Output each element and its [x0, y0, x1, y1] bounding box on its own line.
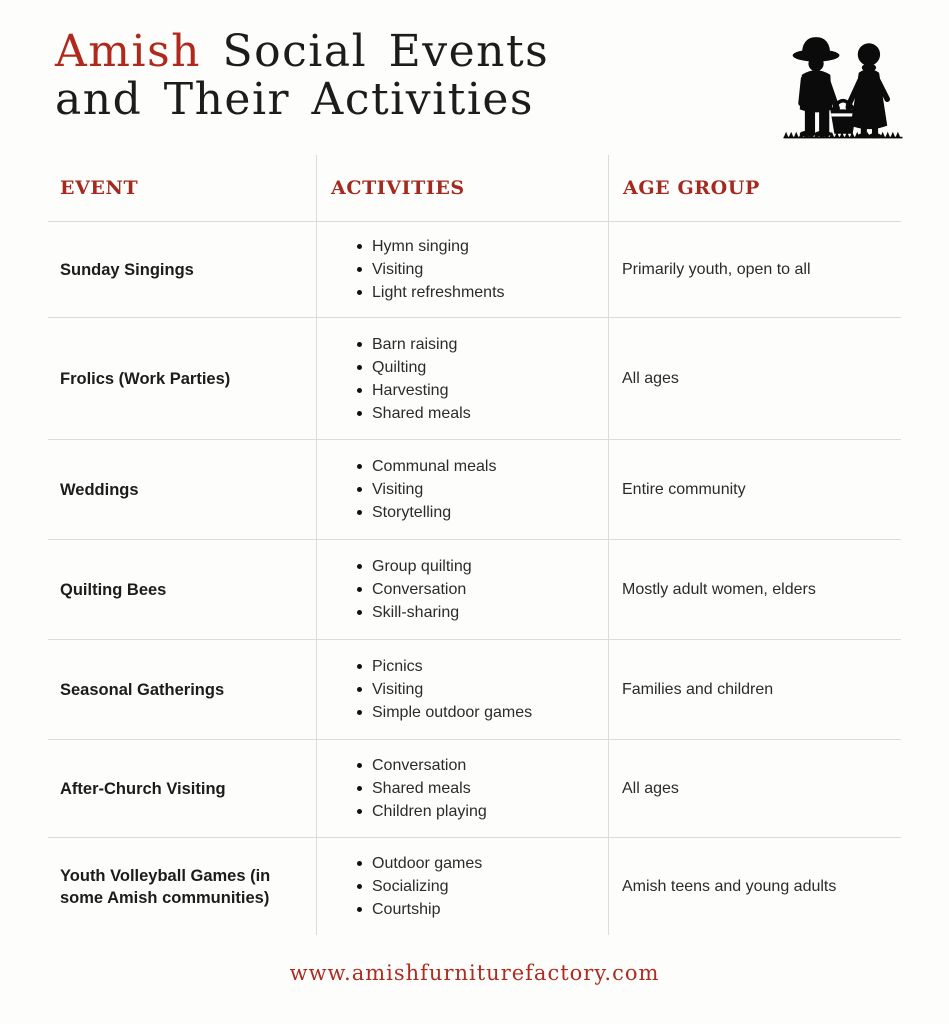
activities-cell	[316, 222, 608, 317]
amish-children-icon	[778, 28, 908, 150]
table-row	[48, 838, 901, 935]
activities-cell	[316, 540, 608, 639]
activity-text: Visiting	[372, 261, 424, 278]
activity-item	[327, 333, 598, 356]
activity-text: Conversation	[372, 581, 467, 598]
activity-text: Barn raising	[372, 335, 458, 353]
activity-text: Picnics	[372, 658, 423, 675]
table-row	[48, 540, 901, 640]
activity-item	[327, 655, 598, 678]
activity-text: Harvesting	[372, 381, 449, 399]
bullet-icon	[357, 487, 362, 492]
age-group-text: Entire community	[622, 480, 746, 498]
bullet-icon	[357, 809, 362, 814]
activities-list	[317, 840, 608, 933]
age-group-cell	[608, 838, 901, 935]
activity-text: Outdoor games	[372, 855, 483, 872]
age-group-text: Families and children	[622, 680, 774, 698]
bullet-icon	[357, 763, 362, 768]
table-row	[48, 740, 901, 838]
activities-list	[317, 321, 608, 437]
bullet-icon	[357, 342, 362, 347]
activity-text: Children playing	[372, 803, 487, 820]
bullet-icon	[357, 664, 362, 669]
age-group-text: Primarily youth, open to all	[622, 260, 811, 278]
age-group-text: Amish teens and young adults	[622, 877, 837, 895]
activities-list	[317, 543, 608, 636]
table-row	[48, 440, 901, 540]
activity-item	[327, 478, 598, 501]
activity-text: Conversation	[372, 757, 467, 774]
activity-item	[327, 754, 598, 777]
activity-text: Visiting	[372, 681, 424, 698]
event-cell: After-Church Visiting	[60, 779, 226, 798]
activity-item	[327, 852, 598, 875]
activity-text: Skill-sharing	[372, 604, 460, 621]
activity-text: Shared meals	[372, 404, 471, 422]
activity-text: Simple outdoor games	[372, 704, 533, 721]
activity-item	[327, 402, 598, 425]
table-row	[48, 318, 901, 440]
website-url: www.amishfurniturefactory.com	[289, 961, 660, 985]
age-group-text: All ages	[622, 779, 679, 797]
activity-text: Communal meals	[372, 458, 497, 475]
age-group-cell	[608, 540, 901, 639]
activities-cell	[316, 440, 608, 539]
column-header-age-group: AGE GROUP	[608, 155, 901, 221]
activity-text: Light refreshments	[372, 284, 505, 301]
column-header-event: EVENT	[60, 177, 139, 199]
age-group-cell	[608, 318, 901, 439]
activity-item	[327, 800, 598, 823]
age-group-text: Mostly adult women, elders	[622, 580, 816, 598]
bullet-icon	[357, 464, 362, 469]
bullet-icon	[357, 388, 362, 393]
event-cell: Youth Volleyball Games (in some Amish communities)	[60, 866, 271, 907]
event-cell: Quilting Bees	[60, 580, 167, 599]
bullet-icon	[357, 290, 362, 295]
age-group-cell	[608, 222, 901, 317]
activities-cell	[316, 740, 608, 837]
bullet-icon	[357, 365, 362, 370]
activity-text: Hymn singing	[372, 238, 469, 255]
activity-item	[327, 701, 598, 724]
activity-text: Group quilting	[372, 558, 472, 575]
bullet-icon	[357, 411, 362, 416]
activity-item	[327, 777, 598, 800]
event-cell: Sunday Singings	[60, 260, 194, 279]
bullet-icon	[357, 861, 362, 866]
activity-item	[327, 601, 598, 624]
activities-list	[317, 223, 608, 316]
bullet-icon	[357, 564, 362, 569]
activity-item	[327, 281, 598, 304]
age-group-cell	[608, 640, 901, 739]
activity-item	[327, 678, 598, 701]
bullet-icon	[357, 267, 362, 272]
age-group-text: All ages	[622, 369, 679, 387]
event-cell: Seasonal Gatherings	[60, 680, 225, 699]
activity-item	[327, 455, 598, 478]
title-line2: and Their Activities	[55, 74, 535, 125]
bullet-icon	[357, 710, 362, 715]
bullet-icon	[357, 244, 362, 249]
event-cell: Weddings	[60, 480, 139, 499]
title-line1-rest: Social Events	[222, 26, 550, 77]
table-row	[48, 222, 901, 318]
activity-item	[327, 235, 598, 258]
activity-text: Visiting	[372, 481, 424, 498]
activity-item	[327, 875, 598, 898]
bullet-icon	[357, 687, 362, 692]
bullet-icon	[357, 510, 362, 515]
activities-list	[317, 643, 608, 736]
activity-item	[327, 356, 598, 379]
bullet-icon	[357, 587, 362, 592]
activities-list	[317, 443, 608, 536]
activity-item	[327, 379, 598, 402]
title-highlight: Amish	[55, 26, 201, 77]
bullet-icon	[357, 907, 362, 912]
amish-children-illustration	[778, 28, 908, 150]
activity-text: Socializing	[372, 878, 449, 895]
table-row	[48, 640, 901, 740]
page-title	[55, 28, 715, 124]
activities-cell	[316, 318, 608, 439]
activity-text: Storytelling	[372, 504, 452, 521]
event-cell: Frolics (Work Parties)	[60, 369, 231, 388]
activity-text: Quilting	[372, 358, 427, 376]
activity-item	[327, 258, 598, 281]
bullet-icon	[357, 610, 362, 615]
activities-list	[317, 742, 608, 835]
activity-text: Shared meals	[372, 780, 471, 797]
table-header-row	[48, 155, 901, 222]
events-table	[48, 155, 901, 935]
activity-item	[327, 898, 598, 921]
column-header-activities: ACTIVITIES	[316, 155, 608, 221]
activities-cell	[316, 838, 608, 935]
bullet-icon	[357, 884, 362, 889]
activity-item	[327, 555, 598, 578]
activity-text: Courtship	[372, 901, 441, 918]
activities-cell	[316, 640, 608, 739]
bullet-icon	[357, 786, 362, 791]
activity-item	[327, 501, 598, 524]
age-group-cell	[608, 740, 901, 837]
age-group-cell	[608, 440, 901, 539]
activity-item	[327, 578, 598, 601]
